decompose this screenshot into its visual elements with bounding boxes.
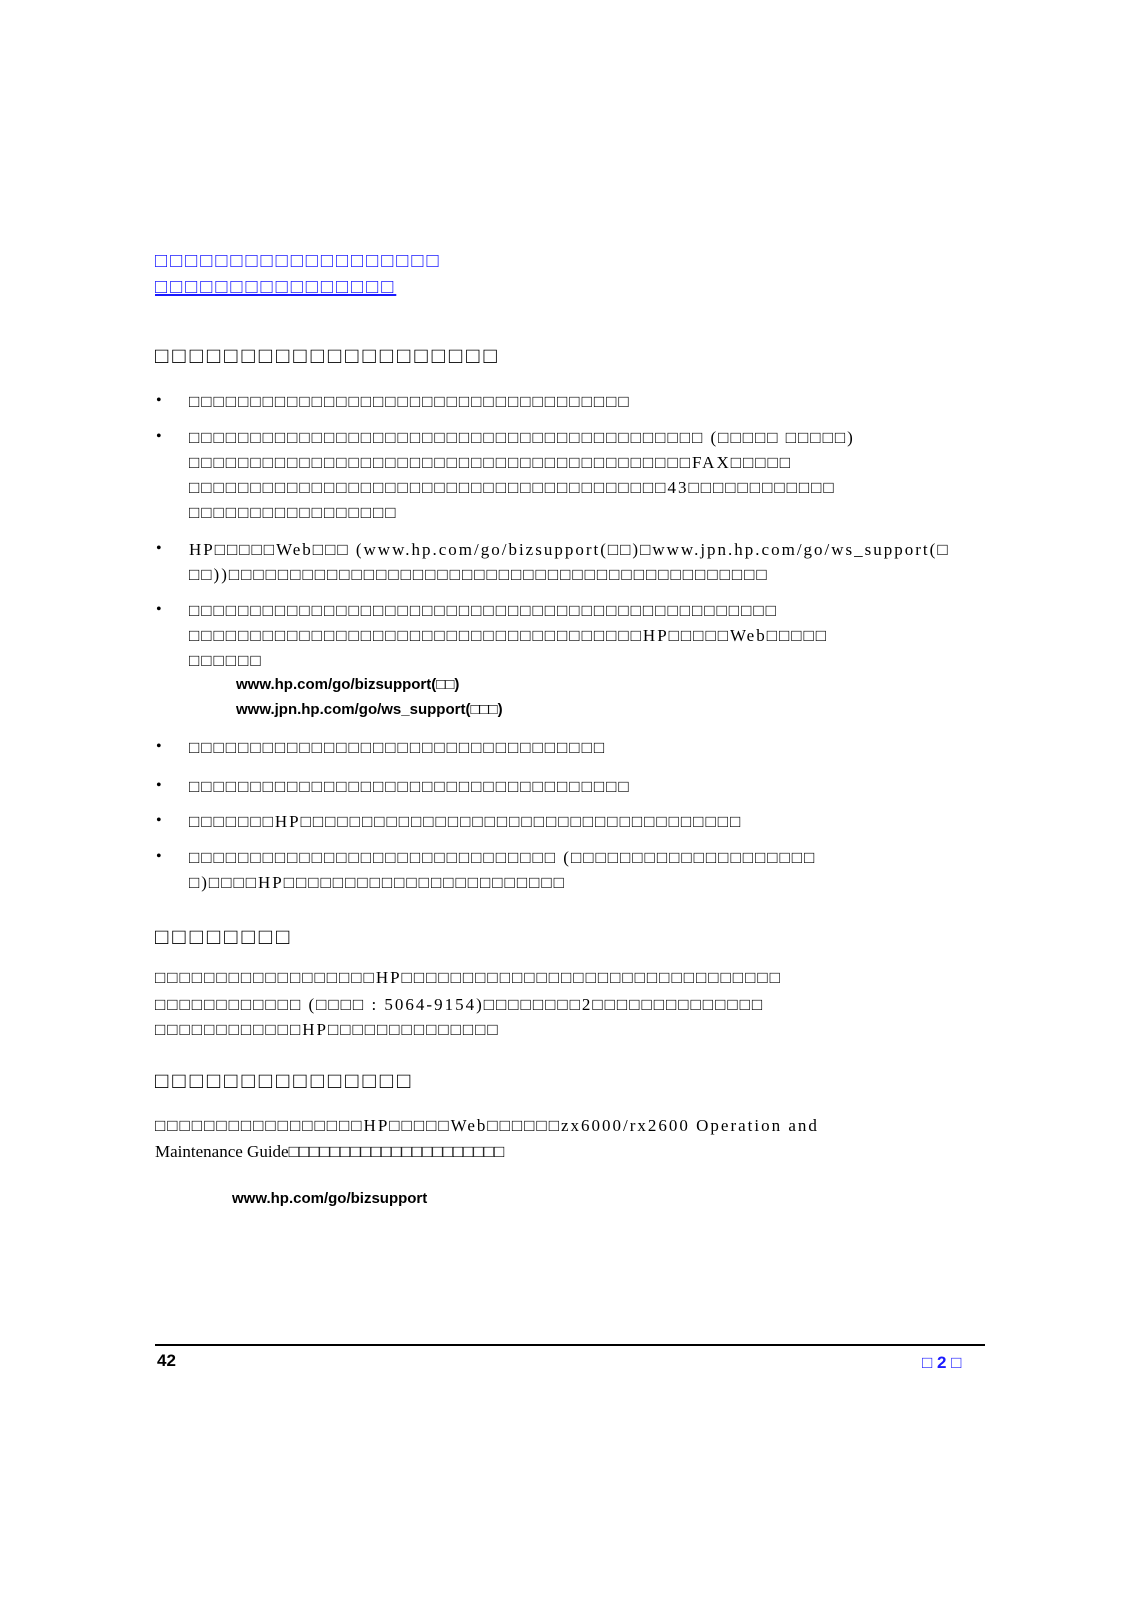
link-line-2[interactable]: □□□□□□□□□□□□□□□□: [155, 276, 397, 298]
link-line-1[interactable]: □□□□□□□□□□□□□□□□□□□: [155, 250, 442, 272]
bullet-dot: •: [156, 777, 162, 794]
bullet-line: □□□□□□□□□□□□□□□□□□□□□□□□□□□□□□□□□□□□□□□□□□ (□□□□□ □□□□□): [189, 428, 855, 447]
bullet-line: □□□□□□□□□□□□□□□□□□□□□□□□□□□□□□□□□□□□□HP□□□□□Web□□□□□: [189, 626, 829, 645]
url-bizsupport[interactable]: www.hp.com/go/bizsupport(□□): [236, 676, 460, 693]
url-ws-support[interactable]: www.jpn.hp.com/go/ws_support(□□□): [236, 701, 503, 718]
bullet-line: □□□□□□□□□□□□□□□□□□□□□□□□□□□□□□□□□□□□: [189, 777, 631, 796]
section-heading-1: □□□□□□□□□□□□□□□□□□□□: [155, 343, 501, 368]
section-3-line: Maintenance Guide□□□□□□□□□□□□□□□□□□□□□: [155, 1142, 505, 1161]
bullet-dot: •: [156, 392, 162, 409]
bullet-line: □□□□□□□□□□□□□□□□□□□□□□□□□□□□□□□□□□□□□□□□□□□□□□□□: [189, 601, 778, 620]
bullet-line: □□□□□□□HP□□□□□□□□□□□□□□□□□□□□□□□□□□□□□□□□□□□□: [189, 812, 743, 831]
section-2-line: □□□□□□□□□□□□HP□□□□□□□□□□□□□□: [155, 1020, 500, 1039]
bullet-line: □□□□□□□□□□□□□□□□□□□□□□□□□□□□□□ (□□□□□□□□□□□□□□□□□□□□: [189, 848, 817, 867]
bullet-dot: •: [156, 540, 162, 557]
footer-rule: [155, 1344, 985, 1346]
bullet-line: □□□□□□□□□□□□□□□□□: [189, 503, 398, 522]
chapter-link[interactable]: □ 2 □: [922, 1353, 962, 1372]
bullet-line: □□□□□□□□□□□□□□□□□□□□□□□□□□□□□□□□□□□□: [189, 392, 631, 411]
bullet-dot: •: [156, 738, 162, 755]
section-heading-3: □□□□□□□□□□□□□□□: [155, 1068, 415, 1093]
bullet-dot: •: [156, 812, 162, 829]
bullet-line: □□□□□□: [189, 651, 263, 670]
bullet-line: □□))□□□□□□□□□□□□□□□□□□□□□□□□□□□□□□□□□□□□□□□□□□□□: [189, 565, 769, 584]
bullet-line: □□□□□□□□□□□□□□□□□□□□□□□□□□□□□□□□□□: [189, 738, 607, 757]
bullet-line: □)□□□□HP□□□□□□□□□□□□□□□□□□□□□□□: [189, 873, 566, 892]
bullet-line: □□□□□□□□□□□□□□□□□□□□□□□□□□□□□□□□□□□□□□□43□□□□□□□□□□□□: [189, 478, 836, 497]
section-2-line: □□□□□□□□□□□□□□□□□□HP□□□□□□□□□□□□□□□□□□□□□□□□□□□□□□□: [155, 968, 782, 987]
bullet-line: HP□□□□□Web□□□ (www.hp.com/go/bizsupport(□□)□www.jpn.hp.com/go/ws_support(□: [189, 540, 950, 559]
bullet-dot: •: [156, 428, 162, 445]
bullet-dot: •: [156, 848, 162, 865]
bullet-line: □□□□□□□□□□□□□□□□□□□□□□□□□□□□□□□□□□□□□□□□□FAX□□□□□: [189, 453, 793, 472]
bullet-dot: •: [156, 601, 162, 618]
section-3-line: □□□□□□□□□□□□□□□□□HP□□□□□Web□□□□□□zx6000/rx2600 Operation and: [155, 1116, 819, 1135]
section-2-line: □□□□□□□□□□□□ (□□□□ : 5064-9154)□□□□□□□□2□□□□□□□□□□□□□□: [155, 995, 765, 1014]
section-heading-2: □□□□□□□□: [155, 924, 294, 949]
page-number: 42: [157, 1351, 176, 1370]
url-bizsupport-footer[interactable]: www.hp.com/go/bizsupport: [232, 1190, 428, 1207]
